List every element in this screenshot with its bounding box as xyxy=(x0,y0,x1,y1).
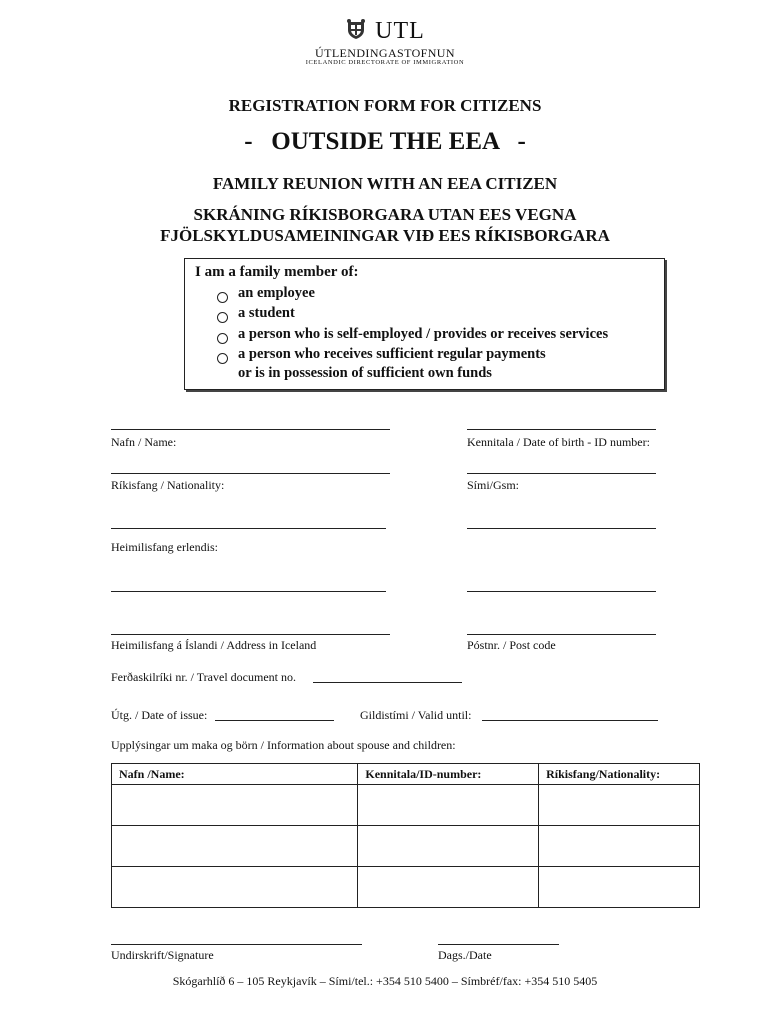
table-row xyxy=(112,785,700,826)
address-abroad-input-1[interactable] xyxy=(111,528,386,529)
table-cell-input[interactable] xyxy=(358,867,539,908)
phone-input[interactable] xyxy=(467,473,656,474)
table-cell-input[interactable] xyxy=(358,785,539,826)
valid-until-input[interactable] xyxy=(482,720,658,721)
spouse-info-label: Upplýsingar um maka og börn / Information about spouse and children: xyxy=(111,738,456,752)
travel-doc-label: Ferðaskilríki nr. / Travel document no. xyxy=(111,670,296,684)
agency-name: ÚTLENDINGASTOFNUN xyxy=(315,46,455,60)
address-iceland-label: Heimilisfang á Íslandi / Address in Iceland xyxy=(111,638,317,652)
table-cell-input[interactable] xyxy=(112,867,358,908)
col-nationality-header: Ríkisfang/Nationality: xyxy=(539,764,700,785)
date-issue-input[interactable] xyxy=(215,720,334,721)
form-subtitle: - OUTSIDE THE EEA - xyxy=(244,128,526,155)
address-iceland-input[interactable] xyxy=(111,634,390,635)
table-row xyxy=(112,826,700,867)
table-row xyxy=(112,867,700,908)
option-self-employed-label: a person who is self-employed / provides or receives services xyxy=(238,326,609,342)
radio-icon[interactable] xyxy=(217,333,228,344)
table-header-row xyxy=(112,764,700,785)
table-cell-input[interactable] xyxy=(112,826,358,867)
name-input[interactable] xyxy=(111,429,390,430)
radio-icon[interactable] xyxy=(217,312,228,323)
table-cell-input[interactable] xyxy=(358,826,539,867)
postcode-input[interactable] xyxy=(467,634,656,635)
form-title-is-1: SKRÁNING RÍKISBORGARA UTAN EES VEGNA xyxy=(193,205,577,224)
nationality-label: Ríkisfang / Nationality: xyxy=(111,478,225,492)
logo-text: UTL xyxy=(375,18,425,44)
coat-of-arms-icon xyxy=(345,18,367,45)
phone-label: Sími/Gsm: xyxy=(467,478,520,492)
table-cell-input[interactable] xyxy=(539,826,700,867)
form-purpose: FAMILY REUNION WITH AN EEA CITIZEN xyxy=(212,174,558,193)
id-number-input[interactable] xyxy=(467,429,656,430)
option-student-label: a student xyxy=(238,305,295,321)
valid-until-label: Gildistími / Valid until: xyxy=(360,708,472,722)
col-id-header: Kennitala/ID-number: xyxy=(358,764,539,785)
date-input[interactable] xyxy=(438,944,559,945)
family-members-table xyxy=(111,763,700,908)
option-self-employed[interactable] xyxy=(217,331,228,349)
option-employee[interactable] xyxy=(217,290,228,308)
agency-name-en: ICELANDIC DIRECTORATE OF IMMIGRATION xyxy=(305,59,465,66)
address-abroad-label: Heimilisfang erlendis: xyxy=(111,540,218,554)
option-employee-label: an employee xyxy=(238,285,315,301)
signature-label: Undirskrift/Signature xyxy=(111,948,214,962)
logo xyxy=(0,18,770,45)
radio-icon[interactable] xyxy=(217,353,228,364)
table-cell-input[interactable] xyxy=(112,785,358,826)
footer-address: Skógarhlíð 6 – 105 Reykjavík – Sími/tel.: +354 510 5400 – Símbréf/fax: +354 510 5405 xyxy=(172,974,598,988)
address-abroad-input-2[interactable] xyxy=(467,528,656,529)
name-label: Nafn / Name: xyxy=(111,435,177,449)
option-sufficient-funds[interactable] xyxy=(217,351,228,369)
col-name-header: Nafn /Name: xyxy=(112,764,358,785)
table-cell-input[interactable] xyxy=(539,867,700,908)
radio-icon[interactable] xyxy=(217,292,228,303)
date-issue-label: Útg. / Date of issue: xyxy=(111,708,208,722)
option-sufficient-funds-label-cont: or is in possession of sufficient own funds xyxy=(238,365,492,381)
travel-doc-input[interactable] xyxy=(313,682,462,683)
postcode-label: Póstnr. / Post code xyxy=(467,638,556,652)
form-title: REGISTRATION FORM FOR CITIZENS xyxy=(228,96,542,115)
address-abroad-input-4[interactable] xyxy=(467,591,656,592)
address-abroad-input-3[interactable] xyxy=(111,591,386,592)
id-number-label: Kennitala / Date of birth - ID number: xyxy=(467,435,650,449)
nationality-input[interactable] xyxy=(111,473,390,474)
option-sufficient-funds-label: a person who receives sufficient regular payments xyxy=(238,346,546,362)
form-title-is-2: FJÖLSKYLDUSAMEININGAR VIÐ EES RÍKISBORGARA xyxy=(160,226,610,245)
table-cell-input[interactable] xyxy=(539,785,700,826)
signature-input[interactable] xyxy=(111,944,362,945)
family-member-title: I am a family member of: xyxy=(195,264,359,280)
option-student[interactable] xyxy=(217,310,228,328)
date-label: Dags./Date xyxy=(438,948,492,962)
